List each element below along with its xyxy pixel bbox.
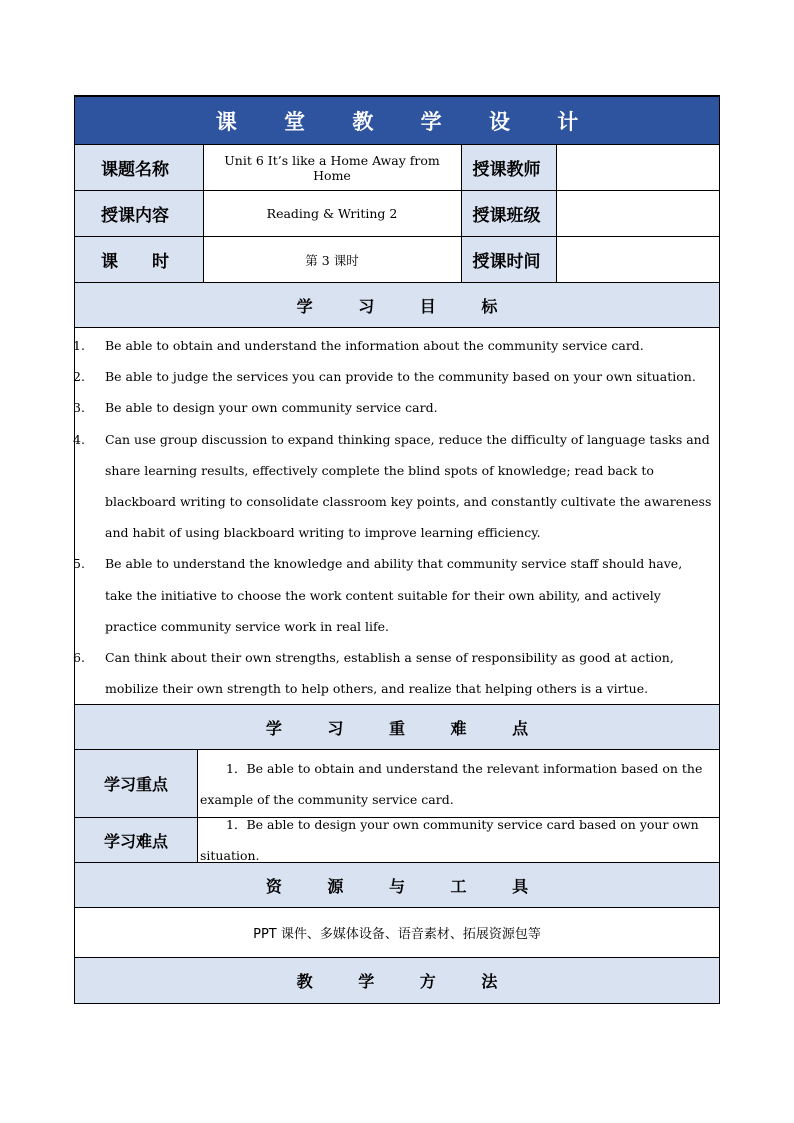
class-label: 授课班级 [461,191,556,237]
time-label: 授课时间 [461,237,556,283]
difficulty-row [75,818,719,863]
info-row-topic [75,145,719,191]
objective-text: Be able to obtain and understand the information about the community service card. [105,338,644,353]
resources-text: PPT 课件、多媒体设备、语音素材、拓展资源包等 [75,908,719,958]
objective-number: 3. [73,400,85,416]
key-points-heading: 学 习 重 难 点 [75,705,719,750]
methods-heading: 教 学 方 法 [75,958,719,1003]
info-row-period [75,237,719,283]
objective-text: Can think about their own strengths, establish a sense of responsibility as good at action, mobilize their own strength to help others, and realize that helping others is a virtue. [105,650,674,697]
lesson-design-table [74,95,720,1004]
objective-number: 2. [73,369,85,385]
objective-text: Be able to judge the services you can provide to the community based on your own situation. [105,369,696,385]
objective-item [75,424,713,549]
topic-label: 课题名称 [75,145,203,191]
teacher-label: 授课教师 [461,145,556,191]
content-label: 授课内容 [75,191,203,237]
objective-item [75,548,713,642]
objective-number: 1. [73,338,85,353]
period-value: 第 3 课时 [203,237,461,283]
document-title: 课 堂 教 学 设 计 [75,97,719,145]
objectives-heading: 学 习 目 标 [75,283,719,328]
objective-number: 5. [73,556,85,572]
resources-heading: 资 源 与 工 具 [75,863,719,908]
objective-item [75,642,713,704]
topic-value: Unit 6 It’s like a Home Away from Home [203,145,461,191]
difficulty-label: 学习难点 [75,818,198,862]
period-label: 课 时 [75,237,203,283]
objective-number: 4. [73,431,85,447]
info-row-content [75,191,719,237]
objective-text: Be able to understand the knowledge and ability that community service staff should have, take the initiative to choose the work content suitable for their own ability, and actively practice community service work in real life. [105,556,683,634]
objective-item [75,392,713,423]
focus-row [75,750,719,818]
focus-label: 学习重点 [75,750,198,817]
objective-item [75,330,713,361]
content-value: Reading & Writing 2 [203,191,461,237]
info-table [75,145,719,283]
focus-text: 1．Be able to obtain and understand the relevant information based on the example of the community service card. [200,761,703,808]
objective-text: Be able to design your own community service card. [105,400,438,416]
objectives-list [75,328,719,705]
difficulty-text: 1．Be able to design your own community service card based on your own situation. [200,817,699,864]
class-value [556,191,719,237]
objective-item [75,361,713,392]
teacher-value [556,145,719,191]
objective-number: 6. [73,650,85,666]
time-value [556,237,719,283]
objective-text: Can use group discussion to expand thinking space, reduce the difficulty of language tasks and share learning results, effectively complete the blind spots of knowledge; read back to blackboard writing to consolidate classroom key points, and constantly cultivate the awareness and habit of using blackboard writing to improve learning efficiency. [105,431,712,541]
